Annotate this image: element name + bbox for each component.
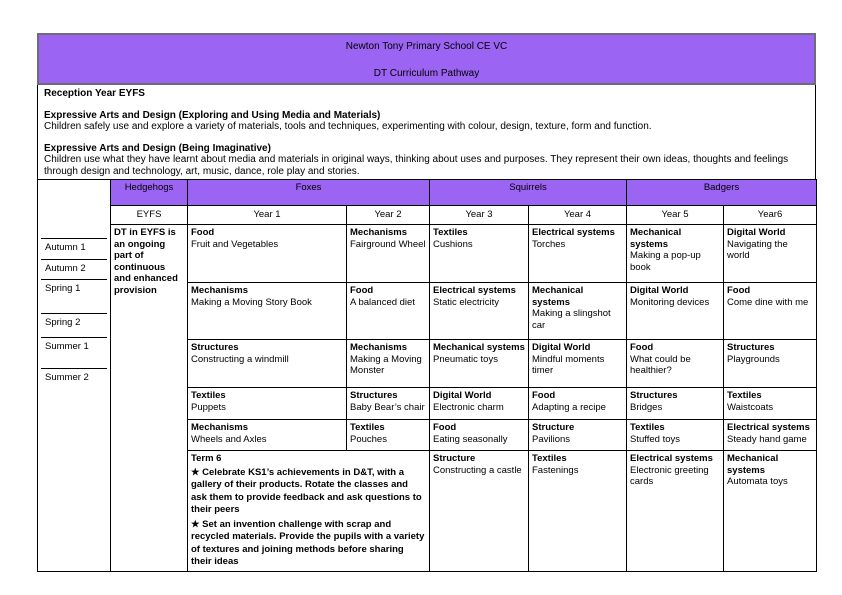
school-name: Newton Tony Primary School CE VC [345,41,508,52]
cell-project: Pneumatic toys [433,353,498,365]
cell-project: Wheels and Axles [191,433,267,445]
curriculum-grid [37,179,817,572]
cell-category: Electrical systems [433,285,516,296]
year-header-4: Year 4 [529,206,627,225]
section1-body: Children safely use and explore a variety of materials, tools and techniques, experimenting with colour, design, texture, form and function. [44,121,652,132]
cell-year3-row6 [430,451,529,572]
cell-year1-row4 [188,388,347,420]
cell-category: Electrical systems [727,422,810,433]
cell-project: Automata toys [727,476,788,487]
cell-project: Fruit and Vegetables [191,238,279,250]
cell-year1-row5 [188,420,347,451]
year-header-1: Year 1 [188,206,347,225]
cell-project: Puppets [191,401,226,413]
cell-year5-row4 [627,388,724,420]
term6-bullet-2: ★ Set an invention challenge with scrap and recycled materials. Provide the pupils with a variety of textures and joining methods before sharing their ideas [191,518,425,567]
cell-project: Mindful moments timer [532,353,605,376]
term-spacer [41,182,107,239]
cell-category: Mechanisms [350,342,408,353]
cell-project: Eating seasonally [433,433,508,445]
cell-project: A balanced diet [350,296,415,308]
section1-heading: Expressive Arts and Design (Exploring and Using Media and Materials) [44,109,381,121]
cell-project: Making a slingshot car [532,308,611,331]
cell-project: Playgrounds [727,353,780,365]
title-banner [37,33,816,85]
cell-year3-row3 [430,340,529,388]
cell-project: Fairground Wheel [350,238,426,250]
cell-project: Bridges [630,401,663,413]
cell-category: Digital World [727,227,786,238]
year-header-6: Year6 [724,206,817,225]
eyfs-note: DT in EYFS is an ongoing part of continuous and enhanced provision [111,225,188,572]
cell-category: Digital World [532,342,591,353]
cell-category: Structure [433,453,476,464]
cell-project: Stuffed toys [630,433,680,445]
year-header-5: Year 5 [627,206,724,225]
cell-year6-row5 [724,420,817,451]
cell-category: Textiles [433,227,468,238]
cell-category: Digital World [433,390,492,401]
cell-year6-row3 [724,340,817,388]
cell-year4-row3 [529,340,627,388]
cell-project: Making a Moving Monster [350,353,422,376]
cell-category: Mechanical systems [630,227,682,250]
cell-project: Cushions [433,238,473,250]
cell-category: Structure [532,422,575,433]
cell-year5-row5 [627,420,724,451]
cell-project: Pavilions [532,433,571,445]
cell-category: Food [630,342,654,353]
year-header-2: Year 2 [347,206,430,225]
term-autumn-2: Autumn 2 [41,260,107,280]
cell-category: Food [350,285,374,296]
cell-year5-row1 [627,225,724,283]
cell-year2-row3 [347,340,430,388]
document-body [37,33,816,572]
cell-year3-row1 [430,225,529,283]
cell-year4-row5 [529,420,627,451]
group-hedgehogs: Hedgehogs [111,180,188,206]
cell-year4-row1 [529,225,627,283]
cell-category: Food [727,285,751,296]
cell-project: Electronic charm [433,401,504,413]
cell-year3-row2 [430,283,529,340]
section2-heading: Expressive Arts and Design (Being Imaginative) [44,142,271,154]
cell-project: Come dine with me [727,296,809,308]
term-spring-2: Spring 2 [41,314,107,338]
cell-year4-row4 [529,388,627,420]
cell-category: Mechanisms [191,285,249,296]
cell-category: Textiles [532,453,567,464]
cell-project: Making a pop-up book [630,250,701,273]
cell-project: Steady hand game [727,433,807,445]
cell-year2-row5 [347,420,430,451]
cell-project: What could be healthier? [630,353,691,376]
document-title: DT Curriculum Pathway [373,68,480,79]
cell-category: Mechanisms [191,422,249,433]
term-summer-2: Summer 2 [45,372,89,383]
cell-category: Mechanical systems [532,285,584,308]
cell-project: Torches [532,238,566,250]
term-stack [41,182,107,539]
cell-project: Monitoring devices [630,296,710,308]
year-header-eyfs: EYFS [111,206,188,225]
cell-year3-row4 [430,388,529,420]
cell-year2-row1 [347,225,430,283]
cell-year2-row4 [347,388,430,420]
cell-project: Navigating the world [727,238,788,261]
cell-category: Textiles [350,422,385,433]
table-row [38,225,817,283]
cell-category: Mechanical systems [727,453,779,476]
cell-category: Mechanisms [350,227,408,238]
group-header-row [38,180,817,206]
cell-year3-row5 [430,420,529,451]
intro-heading: Reception Year EYFS [44,88,145,99]
cell-project: Adapting a recipe [532,401,606,413]
term6-cell [188,451,430,572]
cell-year6-row6 [724,451,817,572]
term-summer-1: Summer 1 [41,338,107,369]
cell-category: Structures [727,342,775,353]
term6-heading: Term 6 [191,453,222,464]
intro-section [37,85,816,179]
cell-category: Electrical systems [630,453,713,464]
section2-body: Children use what they have learnt about media and materials in original ways, thinking about uses and purposes. They represent their own ideas, thoughts and feelings through design and technology, art, music, dance, role play and stories. [44,154,789,177]
cell-project: Baby Bear’s chair [350,401,425,413]
year-header-row [38,206,817,225]
cell-category: Textiles [727,390,762,401]
cell-project: Static electricity [433,296,499,308]
cell-project: Making a Moving Story Book [191,296,312,308]
cell-year6-row1 [724,225,817,283]
cell-category: Food [532,390,556,401]
term6-bullet-1: ★ Celebrate KS1’s achievements in D&T, with a gallery of their products. Rotate the classes and ask them to provide feedback and ask questions to their peers [191,466,422,515]
cell-year6-row2 [724,283,817,340]
cell-project: Pouches [350,433,387,445]
cell-category: Food [191,227,215,238]
cell-year4-row6 [529,451,627,572]
cell-project: Fastenings [532,464,579,476]
cell-project: Constructing a castle [433,464,522,476]
cell-category: Structures [350,390,398,401]
cell-category: Digital World [630,285,689,296]
cell-project: Constructing a windmill [191,353,289,365]
cell-year5-row2 [627,283,724,340]
cell-year5-row3 [627,340,724,388]
cell-project: Electronic greeting cards [630,464,709,487]
cell-category: Structures [191,342,239,353]
cell-category: Mechanical systems [433,342,525,353]
year-header-3: Year 3 [430,206,529,225]
term-autumn-1: Autumn 1 [41,239,107,260]
cell-year6-row4 [724,388,817,420]
cell-category: Textiles [191,390,226,401]
term-column [38,180,111,572]
cell-year2-row2 [347,283,430,340]
cell-year1-row3 [188,340,347,388]
term-spring-1: Spring 1 [41,280,107,314]
cell-year1-row1 [188,225,347,283]
cell-project: Waistcoats [727,401,774,413]
group-foxes: Foxes [188,180,430,206]
cell-year4-row2 [529,283,627,340]
cell-year5-row6 [627,451,724,572]
cell-category: Structures [630,390,678,401]
group-squirrels: Squirrels [430,180,627,206]
cell-year1-row2 [188,283,347,340]
cell-category: Food [433,422,457,433]
cell-category: Electrical systems [532,227,615,238]
group-badgers: Badgers [627,180,817,206]
cell-category: Textiles [630,422,665,433]
